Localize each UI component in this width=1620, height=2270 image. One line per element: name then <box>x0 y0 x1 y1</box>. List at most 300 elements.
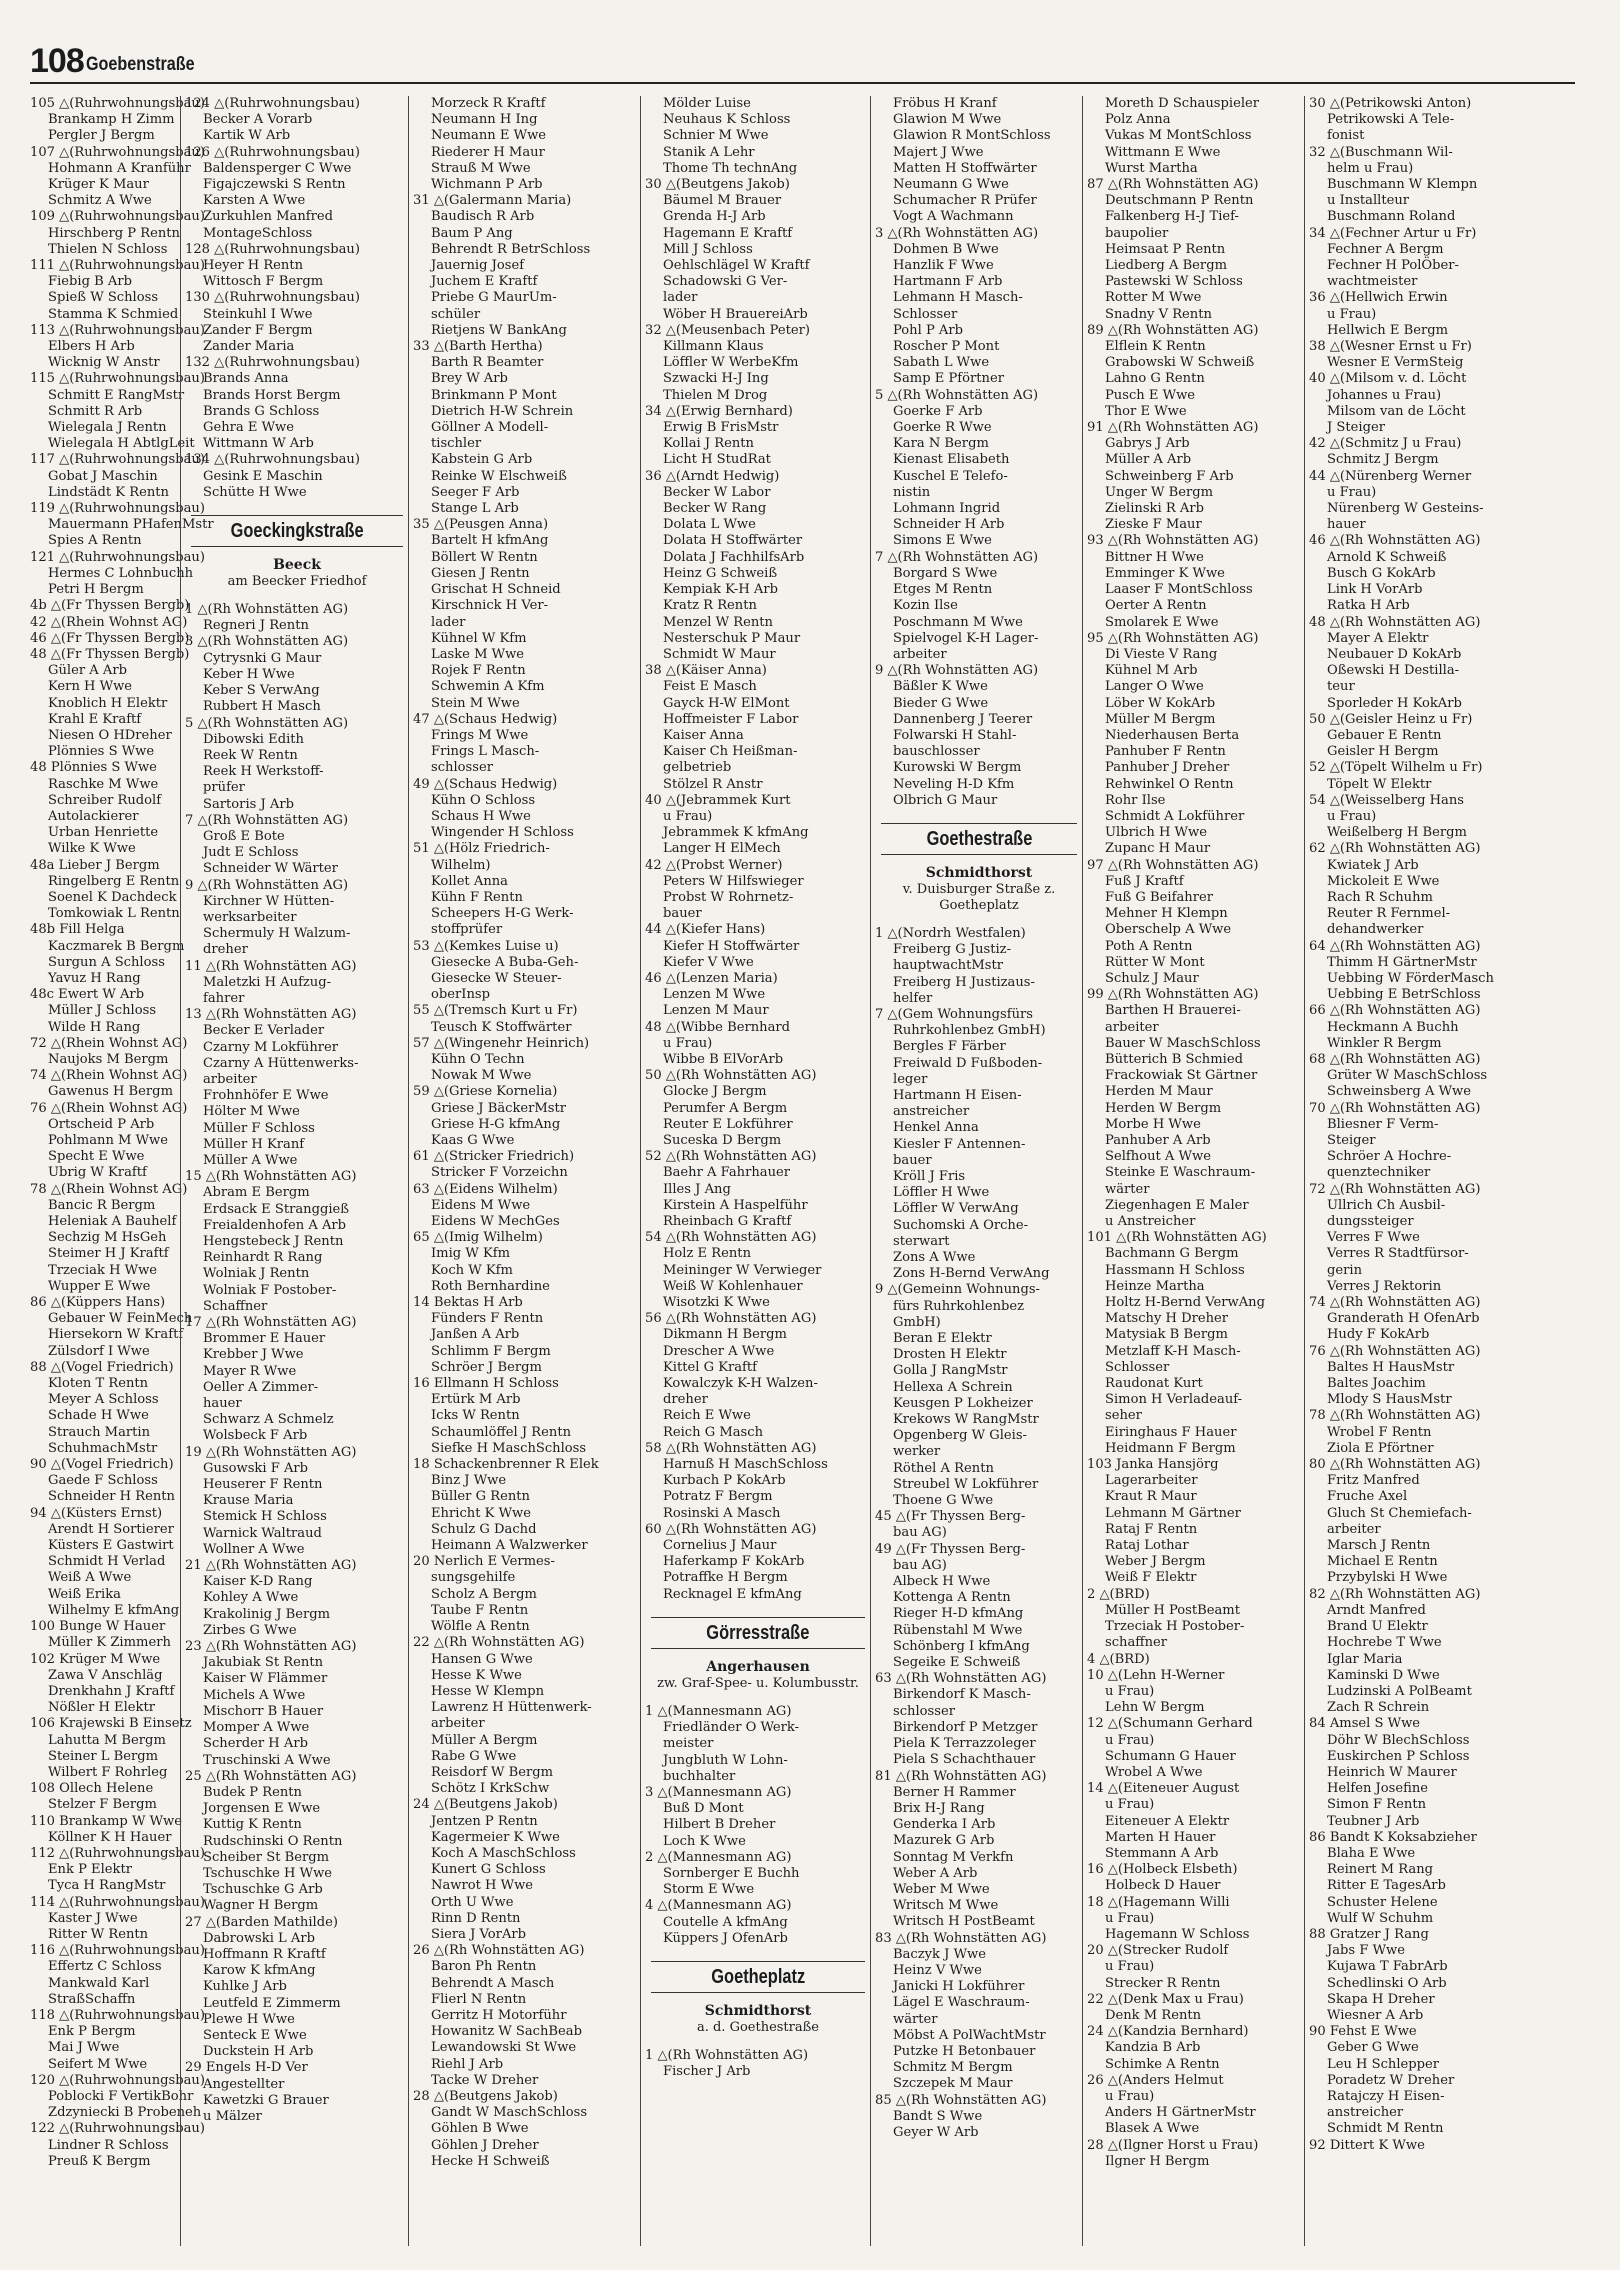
directory-entry: Pohl P Arb <box>893 322 964 338</box>
directory-entry: Krüger K Maur <box>48 177 149 193</box>
directory-entry: Marsch J Rentn <box>1327 1538 1431 1554</box>
directory-entry: Zander F Bergm <box>203 322 313 338</box>
column-1 <box>30 96 214 2246</box>
directory-entry: Kara N Bergm <box>893 436 989 452</box>
directory-entry: 38 △(Käiser Anna) <box>645 663 767 679</box>
directory-entry: 112 △(Ruhrwohnungsbau) <box>30 1845 205 1861</box>
directory-entry: Selfhout A Wwe <box>1105 1149 1211 1165</box>
directory-entry: Poradetz W Dreher <box>1327 2072 1455 2088</box>
directory-entry: Gabrys J Arb <box>1105 436 1190 452</box>
directory-entry: Licht H StudRat <box>663 452 771 468</box>
directory-entry: Hohmann A Kranführ <box>48 160 191 176</box>
directory-entry: Peters W Hilfswieger <box>663 873 804 889</box>
directory-entry: Elbers H Arb <box>48 339 135 355</box>
directory-entry: 16 Ellmann H Schloss <box>413 1376 559 1392</box>
directory-entry: u Frau) <box>1327 808 1377 824</box>
directory-entry: 63 △(Eidens Wilhelm) <box>413 1181 558 1197</box>
directory-entry: 68 △(Rh Wohnstätten AG) <box>1309 1051 1481 1067</box>
directory-entry: Ringelberg E Rentn <box>48 873 180 889</box>
directory-entry: Dannenberg J Teerer <box>893 711 1033 727</box>
directory-entry: Thielen N Schloss <box>48 241 168 257</box>
directory-entry: Hartmann H Eisen- <box>893 1087 1022 1103</box>
directory-entry: Ulbrich H Wwe <box>1105 825 1207 841</box>
directory-entry: 81 △(Rh Wohnstätten AG) <box>875 1768 1047 1784</box>
directory-entry: Wibbe B ElVorArb <box>663 1051 784 1067</box>
directory-entry: Griese J BäckerMstr <box>431 1100 567 1116</box>
directory-entry: Drosten H Elektr <box>893 1347 1007 1363</box>
directory-entry: Göllner A Modell- <box>431 420 549 436</box>
directory-entry: 82 △(Rh Wohnstätten AG) <box>1309 1586 1481 1602</box>
directory-entry: u Frau) <box>1105 2088 1155 2104</box>
directory-entry: 32 △(Buschmann Wil- <box>1309 144 1453 160</box>
directory-entry: Holz E Rentn <box>663 1246 752 1262</box>
directory-entry: Wurst Martha <box>1105 160 1198 176</box>
directory-entry: Taube F Rentn <box>431 1602 529 1618</box>
directory-entry: Giesecke W Steuer- <box>431 970 562 986</box>
entry-list <box>1087 96 1305 2170</box>
directory-entry: Teusch K Stoffwärter <box>431 1019 572 1035</box>
district-name: Angerhausen <box>706 1658 810 1675</box>
directory-entry: Müller K Zimmerh <box>48 1635 171 1651</box>
directory-entry: 107 △(Ruhrwohnungsbau) <box>30 144 205 160</box>
directory-entry: Stricker F Vorzeichn <box>431 1165 568 1181</box>
directory-entry: Löffler H Wwe <box>893 1185 990 1201</box>
directory-entry: Pergler J Bergm <box>48 128 155 144</box>
directory-entry: Schneider H Arb <box>893 517 1005 533</box>
directory-entry: Gesink E Maschin <box>203 468 323 484</box>
directory-entry: 14 Bektas H Arb <box>413 1295 523 1311</box>
directory-entry: Janßen A Arb <box>431 1327 520 1343</box>
directory-entry: Brinkmann P Mont <box>431 387 557 403</box>
directory-entry: Zons H-Bernd VerwAng <box>893 1266 1050 1282</box>
directory-entry: Thielen M Drog <box>663 387 768 403</box>
directory-entry: 38 △(Wesner Ernst u Fr) <box>1309 339 1472 355</box>
directory-entry: Hassmann H Schloss <box>1105 1262 1245 1278</box>
directory-entry: Grenda H-J Arb <box>663 209 766 225</box>
directory-entry: Soenel K Dachdeck <box>48 889 177 905</box>
directory-entry: Genderka I Arb <box>893 1817 996 1833</box>
directory-entry: 74 △(Rh Wohnstätten AG) <box>1309 1295 1481 1311</box>
directory-entry: 118 △(Ruhrwohnungsbau) <box>30 2007 205 2023</box>
directory-entry: 4 △(Mannesmann AG) <box>645 1898 792 1914</box>
directory-entry: Poblocki F VertikBohr <box>48 2088 194 2104</box>
directory-entry: Schmitz A Wwe <box>48 193 152 209</box>
directory-entry: Baehr A Fahrhauer <box>663 1165 791 1181</box>
directory-entry: u Frau) <box>1105 1732 1155 1748</box>
directory-entry: Petri H Bergm <box>48 582 144 598</box>
directory-entry: Morbe H Wwe <box>1105 1116 1201 1132</box>
directory-entry: Schermuly H Walzum- <box>203 926 351 942</box>
directory-entry: 100 Bunge W Hauer <box>30 1619 166 1635</box>
entry-list <box>413 96 641 2170</box>
directory-entry: 49 △(Fr Thyssen Berg- <box>875 1541 1026 1557</box>
directory-entry: Roscher P Mont <box>893 339 1000 355</box>
directory-entry: 22 △(Rh Wohnstätten AG) <box>413 1635 585 1651</box>
directory-entry: Trzeciak H Postober- <box>1105 1619 1245 1635</box>
directory-entry: Eiteneuer A Elektr <box>1105 1813 1230 1829</box>
directory-entry: Kempiak K-H Arb <box>663 582 778 598</box>
directory-entry: Dibowski Edith <box>203 731 304 747</box>
directory-entry: Folwarski H Stahl- <box>893 727 1017 743</box>
directory-entry: Mauermann PHafenMstr <box>48 517 214 533</box>
directory-entry: Möbst A PolWachtMstr <box>893 2027 1046 2043</box>
directory-entry: Hölter M Wwe <box>203 1104 300 1120</box>
directory-entry: 4 △(BRD) <box>1087 1651 1150 1667</box>
directory-entry: Orth U Wwe <box>431 1894 514 1910</box>
directory-entry: Fritz Manfred <box>1327 1473 1420 1489</box>
column-2 <box>180 96 409 2246</box>
directory-entry: 1 △(Rh Wohnstätten AG) <box>185 602 349 618</box>
directory-entry: Koch W Kfm <box>431 1262 513 1278</box>
directory-entry: Göhlen B Wwe <box>431 2121 529 2137</box>
directory-entry: Simons E Wwe <box>893 533 992 549</box>
directory-entry: Becker E Verlader <box>203 1023 325 1039</box>
directory-entry: Kratz R Rentn <box>663 598 757 614</box>
directory-entry: Scheiber St Bergm <box>203 1849 330 1865</box>
directory-entry: Köllner K H Hauer <box>48 1829 172 1845</box>
directory-entry: 22 △(Denk Max u Frau) <box>1087 1991 1244 2007</box>
directory-entry: Brand U Elektr <box>1327 1619 1428 1635</box>
directory-entry: Ratka H Arb <box>1327 598 1410 614</box>
directory-entry: 124 △(Ruhrwohnungsbau) <box>185 96 360 111</box>
directory-entry: Wilke K Wwe <box>48 841 136 857</box>
directory-entry: Reuter E Lokführer <box>663 1116 793 1132</box>
directory-entry: 3 △(Mannesmann AG) <box>645 1784 792 1800</box>
directory-entry: Simon H Verladeauf- <box>1105 1392 1243 1408</box>
directory-entry: Dolata J FachhilfsArb <box>663 549 805 565</box>
directory-entry: Bachmann G Bergm <box>1105 1246 1239 1262</box>
directory-entry: baupolier <box>1105 225 1169 241</box>
directory-entry: 20 Nerlich E Vermes- <box>413 1554 555 1570</box>
directory-entry: Freiberg G Justiz- <box>893 942 1012 958</box>
directory-entry: Truschinski A Wwe <box>203 1752 331 1768</box>
directory-entry: Weißelberg H Bergm <box>1327 825 1467 841</box>
directory-entry: Buschmann W Klempn <box>1327 177 1478 193</box>
directory-entry: oberInsp <box>431 987 490 1003</box>
directory-entry: Riederer H Maur <box>431 144 545 160</box>
directory-entry: 40 △(Jebrammek Kurt <box>645 792 791 808</box>
directory-entry: Wölfle A Rentn <box>431 1619 530 1635</box>
directory-entry: 56 △(Rh Wohnstätten AG) <box>645 1311 817 1327</box>
directory-entry: Friedländer O Werk- <box>663 1720 800 1736</box>
directory-entry: 88 △(Vogel Friedrich) <box>30 1359 174 1375</box>
directory-entry: Schönberg I kfmAng <box>893 1638 1030 1654</box>
directory-entry: Vukas M MontSchloss <box>1105 128 1252 144</box>
directory-entry: Schröer A Hochre- <box>1327 1149 1452 1165</box>
directory-entry: 46 △(Rh Wohnstätten AG) <box>1309 533 1481 549</box>
directory-entry: Mazurek G Arb <box>893 1833 995 1849</box>
entry-list <box>185 602 409 2125</box>
directory-entry: Heckmann A Buchh <box>1327 1019 1459 1035</box>
directory-entry: Ubrig W Kraftf <box>48 1165 147 1181</box>
directory-entry: Zirbes G Wwe <box>203 1622 297 1638</box>
directory-entry: Panhuber A Arb <box>1105 1133 1211 1148</box>
directory-entry: Hirschberg P Rentn <box>48 225 180 241</box>
directory-entry: Leu H Schlepper <box>1327 2056 1440 2072</box>
directory-entry: Feist E Masch <box>663 679 757 695</box>
directory-entry: 48 △(Rh Wohnstätten AG) <box>1309 614 1481 630</box>
directory-entry: Roth Bernhardine <box>431 1278 550 1294</box>
directory-entry: Karsten A Wwe <box>203 193 306 209</box>
directory-entry: Fechner H PolÖber- <box>1327 258 1459 274</box>
directory-entry: Schneider W Wärter <box>203 861 338 877</box>
directory-entry: 93 △(Rh Wohnstätten AG) <box>1087 533 1259 549</box>
directory-entry: Regneri J Rentn <box>203 618 309 634</box>
directory-entry: prüfer <box>203 780 245 796</box>
directory-entry: arbeiter <box>1327 1521 1381 1537</box>
directory-entry: Groß E Bote <box>203 828 285 844</box>
district-note: zw. Graf-Spee- u. Kolumbusstr. <box>657 1675 859 1691</box>
directory-entry: Röthel A Rentn <box>893 1460 994 1476</box>
directory-entry: Goerke F Arb <box>893 403 983 419</box>
directory-entry: 130 △(Ruhrwohnungsbau) <box>185 290 360 306</box>
directory-entry: Schulz G Dachd <box>431 1521 537 1537</box>
directory-entry: Kurowski W Bergm <box>893 760 1022 776</box>
directory-entry: Stanik A Lehr <box>663 144 755 160</box>
directory-entry: 42 △(Probst Werner) <box>645 857 783 873</box>
directory-entry: Hengstebeck J Rentn <box>203 1234 344 1249</box>
directory-entry: Giesen J Rentn <box>431 565 530 581</box>
directory-entry: Piela S Schachthauer <box>893 1752 1036 1768</box>
directory-entry: Judt E Schloss <box>203 845 299 861</box>
directory-entry: Bartelt H kfmAng <box>431 533 549 549</box>
directory-entry: Petrikowski A Tele- <box>1327 112 1455 128</box>
directory-entry: Ruhrkohlenbez GmbH) <box>893 1023 1046 1039</box>
directory-entry: Kollai J Rentn <box>663 436 754 452</box>
directory-entry: Hansen G Wwe <box>431 1651 533 1667</box>
directory-entry: Gehra E Wwe <box>203 420 295 436</box>
directory-entry: Laaser F MontSchloss <box>1105 582 1253 598</box>
directory-entry: Anders H GärtnerMstr <box>1105 2105 1256 2121</box>
directory-entry: Glawion M Wwe <box>893 112 1002 128</box>
directory-entry: Grabowski W Schweiß <box>1105 355 1255 371</box>
directory-entry: Müller A Wwe <box>203 1152 298 1168</box>
directory-entry: Jentzen P Rentn <box>431 1813 538 1829</box>
directory-entry: Schwemin A Kfm <box>431 679 545 695</box>
directory-entry: Stemick H Schloss <box>203 1509 327 1525</box>
directory-entry: 42 △(Schmitz J u Frau) <box>1309 436 1462 452</box>
directory-entry: Steinkuhl I Wwe <box>203 306 313 322</box>
directory-entry: Kollet Anna <box>431 873 508 889</box>
directory-entry: Heinrich W Maurer <box>1327 1764 1457 1780</box>
directory-entry: Mölder Luise <box>663 96 751 111</box>
directory-entry: helm u Frau) <box>1327 160 1414 176</box>
directory-entry: Hagemann E Kraftf <box>663 225 793 241</box>
directory-entry: u Frau) <box>1105 1910 1155 1926</box>
district-note: am Beecker Friedhof <box>227 574 367 590</box>
directory-entry: Haferkamp F KokArb <box>663 1554 805 1570</box>
directory-entry: Ritter E TagesArb <box>1327 1878 1446 1894</box>
directory-entry: Schaffner <box>203 1298 268 1314</box>
directory-entry: Harnuß H MaschSchloss <box>663 1457 828 1473</box>
directory-entry: Schuster Helene <box>1327 1894 1438 1910</box>
directory-entry: Opgenberg W Gleis- <box>893 1428 1027 1444</box>
directory-entry: Reuter R Fernmel- <box>1327 906 1451 922</box>
directory-entry: Granderath H OfenArb <box>1327 1311 1480 1327</box>
directory-entry: Sechzig M HsGeh <box>48 1230 167 1246</box>
directory-entry: Hecke H Schweiß <box>431 2153 550 2169</box>
directory-entry: Bittner H Wwe <box>1105 549 1204 565</box>
directory-entry: Neubauer D KokArb <box>1327 646 1462 662</box>
directory-entry: Stange L Arb <box>431 501 519 517</box>
directory-entry: Mlody S HausMstr <box>1327 1392 1452 1408</box>
directory-entry: Bancic R Bergm <box>48 1197 156 1213</box>
directory-entry: Euskirchen P Schloss <box>1327 1748 1470 1764</box>
directory-entry: Heidmann F Bergm <box>1105 1440 1236 1456</box>
directory-entry: GmbH) <box>893 1314 941 1330</box>
directory-entry: Bergles F Färber <box>893 1039 1006 1055</box>
directory-entry: 44 △(Kiefer Hans) <box>645 922 766 938</box>
directory-entry: Schwarz A Schmelz <box>203 1412 334 1428</box>
directory-entry: Frings M Wwe <box>431 727 529 743</box>
directory-entry: Spielvogel K-H Lager- <box>893 630 1039 646</box>
directory-entry: Szwacki H-J Ing <box>663 371 769 387</box>
directory-entry: Stemmann A Arb <box>1105 1845 1219 1861</box>
directory-entry: Güler A Arb <box>48 663 127 679</box>
directory-entry: Griese H-G kfmAng <box>431 1116 561 1132</box>
column-4 <box>640 96 871 2246</box>
directory-entry: hauer <box>1327 517 1366 533</box>
directory-entry: Kartik W Arb <box>203 128 291 144</box>
directory-entry: Johannes u Frau) <box>1327 387 1442 403</box>
directory-entry: Tschuschke H Wwe <box>203 1865 333 1881</box>
directory-entry: Kaiser Ch Heißman- <box>663 744 798 760</box>
directory-entry: Birkendorf P Metzger <box>893 1719 1038 1735</box>
directory-entry: Wilhelm) <box>431 857 491 873</box>
directory-entry: Goerke R Wwe <box>893 420 992 436</box>
directory-entry: Scholz A Bergm <box>431 1586 537 1602</box>
directory-entry: Wolsbeck F Arb <box>203 1428 308 1444</box>
directory-entry: 66 △(Rh Wohnstätten AG) <box>1309 1003 1481 1019</box>
directory-entry: Behrendt R BetrSchloss <box>431 241 591 257</box>
directory-entry: wachtmeister <box>1327 274 1418 290</box>
directory-entry: Henkel Anna <box>893 1120 979 1136</box>
directory-entry: Kirstein A Haspelführ <box>663 1197 808 1213</box>
directory-entry: Krahl E Kraftf <box>48 711 142 727</box>
directory-entry: 132 △(Ruhrwohnungsbau) <box>185 355 360 371</box>
directory-entry: Wagner H Bergm <box>203 1898 319 1914</box>
directory-entry: Rach R Schuhm <box>1327 889 1433 905</box>
directory-entry: Specht E Wwe <box>48 1149 145 1165</box>
directory-entry: Neumann G Wwe <box>893 177 1009 193</box>
directory-entry: 5 △(Rh Wohnstätten AG) <box>875 387 1039 403</box>
directory-entry: Behrendt A Masch <box>431 1975 555 1991</box>
directory-entry: Majert J Wwe <box>893 144 984 160</box>
directory-entry: Dietrich H-W Schrein <box>431 403 574 419</box>
directory-entry: 52 △(Töpelt Wilhelm u Fr) <box>1309 760 1483 776</box>
directory-entry: 25 △(Rh Wohnstätten AG) <box>185 1768 357 1784</box>
directory-entry: Cytrysnki G Maur <box>203 650 322 666</box>
street-heading: Görresstraße <box>651 1617 865 1649</box>
directory-entry: Drescher A Wwe <box>663 1343 775 1359</box>
directory-entry: Schmidt H Verlad <box>48 1554 166 1570</box>
directory-entry: Lehn W Bergm <box>1105 1700 1205 1716</box>
directory-entry: 126 △(Ruhrwohnungsbau) <box>185 144 360 160</box>
directory-entry: Czarny M Lokführer <box>203 1039 339 1055</box>
directory-entry: 64 △(Rh Wohnstätten AG) <box>1309 938 1481 954</box>
directory-entry: 84 Amsel S Wwe <box>1309 1716 1421 1732</box>
directory-entry: 114 △(Ruhrwohnungsbau) <box>30 1894 205 1910</box>
directory-entry: 5 △(Rh Wohnstätten AG) <box>185 715 349 731</box>
directory-entry: Kienast Elisabeth <box>893 452 1010 468</box>
directory-entry: Bäumel M Brauer <box>663 193 782 209</box>
directory-entry: Blasek A Wwe <box>1105 2121 1200 2137</box>
directory-entry: Metzlaff K-H Masch- <box>1105 1343 1241 1359</box>
directory-entry: Wittmann E Wwe <box>1105 144 1221 160</box>
directory-entry: 59 △(Griese Kornelia) <box>413 1084 558 1100</box>
directory-entry: Loch K Wwe <box>663 1833 746 1849</box>
directory-entry: Rehwinkel O Rentn <box>1105 776 1234 792</box>
entry-list <box>875 926 1083 2141</box>
directory-entry: Wulf W Schuhm <box>1327 1910 1434 1926</box>
directory-entry: Schlimm F Bergm <box>431 1343 551 1359</box>
directory-entry: Keber H Wwe <box>203 666 295 682</box>
directory-entry: Wollner A Wwe <box>203 1541 305 1557</box>
directory-entry: Lawrenz H Hüttenwerk- <box>431 1700 592 1716</box>
directory-entry: Rotter M Wwe <box>1105 290 1202 306</box>
directory-entry: Oberschelp A Wwe <box>1105 922 1232 938</box>
directory-entry: Michels A Wwe <box>203 1687 306 1703</box>
directory-entry: 87 △(Rh Wohnstätten AG) <box>1087 177 1259 193</box>
directory-entry: Putzke H Betonbauer <box>893 2043 1036 2059</box>
directory-entry: Dohmen B Wwe <box>893 241 999 257</box>
directory-entry: 134 △(Ruhrwohnungsbau) <box>185 452 360 468</box>
directory-entry: Baltes Joachim <box>1327 1376 1426 1392</box>
directory-entry: Rataj Lothar <box>1105 1538 1189 1554</box>
directory-entry: buchhalter <box>663 1768 736 1784</box>
directory-entry: Geber G Wwe <box>1327 2040 1419 2056</box>
directory-entry: Wrobel A Wwe <box>1105 1764 1203 1780</box>
directory-entry: Giesecke A Buba-Geh- <box>431 954 579 970</box>
directory-entry: Schmitz J Bergm <box>1327 452 1439 468</box>
directory-entry: Fröbus H Kranf <box>893 96 997 111</box>
directory-entry: Mayer A Elektr <box>1327 630 1429 646</box>
directory-entry: Freialdenhofen A Arb <box>203 1217 347 1233</box>
directory-entry: 48 △(Fr Thyssen Bergb) <box>30 646 190 662</box>
directory-entry: Stelzer F Bergm <box>48 1797 157 1813</box>
directory-entry: Bütterich B Schmied <box>1105 1051 1243 1067</box>
directory-entry: Steimer H J Kraftf <box>48 1246 169 1262</box>
street-heading: Goethestraße <box>881 823 1077 855</box>
directory-entry: teur <box>1327 679 1355 695</box>
directory-entry: 63 △(Rh Wohnstätten AG) <box>875 1671 1047 1687</box>
directory-entry: Schumann G Hauer <box>1105 1748 1236 1764</box>
directory-entry: Urban Henriette <box>48 825 159 841</box>
directory-entry: Zieske F Maur <box>1105 517 1202 533</box>
directory-entry: Keber S VerwAng <box>203 683 320 699</box>
directory-entry: Gobat J Maschin <box>48 468 158 484</box>
directory-entry: Reek H Werkstoff- <box>203 764 324 780</box>
directory-entry: Kröll J Fris <box>893 1168 966 1184</box>
directory-entry: Mickoleit E Wwe <box>1327 873 1440 889</box>
directory-entry: Gebauer E Rentn <box>1327 727 1442 743</box>
directory-entry: Potraffke H Bergm <box>663 1570 788 1586</box>
directory-entry: 49 △(Schaus Hedwig) <box>413 776 558 792</box>
directory-entry: Brands Horst Bergm <box>203 387 341 403</box>
directory-entry: Falkenberg H-J Tief- <box>1105 209 1239 225</box>
directory-entry: Töpelt W Elektr <box>1327 776 1432 792</box>
directory-entry: MontageSchloss <box>203 225 313 241</box>
directory-entry: Hagemann W Schloss <box>1105 1926 1250 1942</box>
directory-entry: Matten H Stoffwärter <box>893 160 1037 176</box>
directory-entry: Müller A Arb <box>1105 452 1192 468</box>
directory-entry: Teubner J Arb <box>1327 1813 1420 1829</box>
directory-entry: Kagermeier K Wwe <box>431 1829 560 1845</box>
directory-entry: Kühn O Schloss <box>431 792 536 808</box>
directory-entry: Ehricht K Wwe <box>431 1505 531 1521</box>
directory-entry: leger <box>893 1071 928 1087</box>
directory-entry: Lindner R Schloss <box>48 2137 169 2153</box>
